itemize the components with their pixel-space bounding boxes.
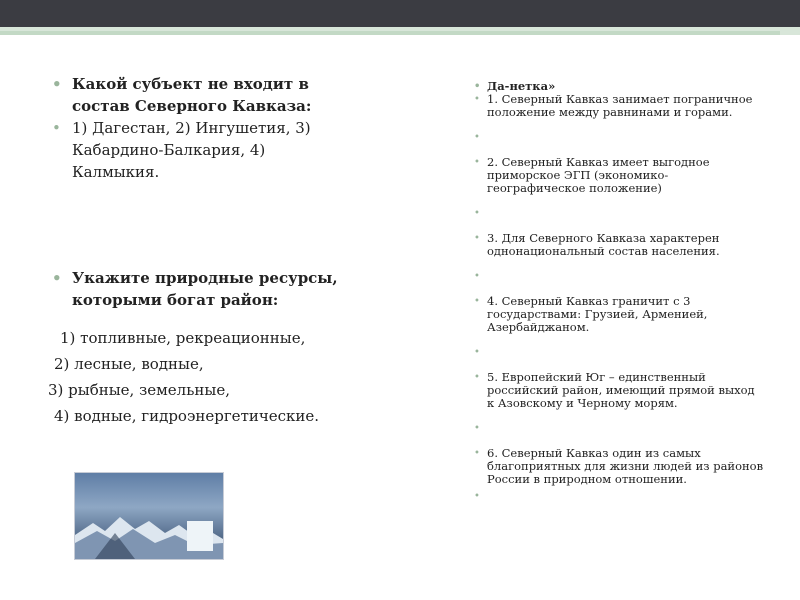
blank-bullet bbox=[474, 270, 764, 283]
bullet-icon: • bbox=[474, 491, 480, 502]
question-1 bbox=[52, 73, 352, 117]
question-1-options-text: 1) Дагестан, 2) Ингушетия, 3) Кабардино-Балкария, 4) Калмыкия. bbox=[72, 119, 311, 181]
option-3: 3) рыбные, земельные, bbox=[48, 381, 230, 399]
statement-4: • 4. Северный Кавказ граничит с 3 государствами: Грузией, Арменией, Азербайджаном. bbox=[474, 294, 708, 334]
bullet-icon: • bbox=[52, 119, 61, 137]
game-title-text: Да-нетка» bbox=[487, 79, 556, 93]
bullet-icon: • bbox=[474, 347, 480, 358]
sochi-olympics-image bbox=[74, 472, 224, 560]
bullet-icon: • bbox=[474, 448, 480, 459]
question-2-text: Укажите природные ресурсы, которыми богат район: bbox=[72, 269, 338, 309]
bullet-icon: • bbox=[474, 423, 480, 434]
option-2: 2) лесные, водные, bbox=[54, 355, 204, 373]
statement-5: • 5. Европейский Юг – единственный российский район, имеющий прямой выход к Азовскому и Черному морям. bbox=[474, 370, 755, 410]
bullet-icon: • bbox=[474, 233, 480, 244]
blank-bullet bbox=[474, 490, 764, 503]
bullet-icon: • bbox=[474, 94, 480, 105]
bullet-icon: • bbox=[474, 208, 480, 219]
bullet-icon: • bbox=[474, 296, 480, 307]
statement-6: • 6. Северный Кавказ один из самых благоприятных для жизни людей из районов России в природном отношении. bbox=[474, 446, 764, 486]
bullet-icon: • bbox=[52, 75, 62, 93]
blank-bullet bbox=[474, 207, 764, 220]
bullet-icon: • bbox=[474, 81, 481, 92]
question-1-text: Какой субъект не входит в состав Северного Кавказа: bbox=[72, 75, 312, 115]
bullet-icon: • bbox=[474, 372, 480, 383]
right-column bbox=[474, 80, 764, 503]
statement-3: • 3. Для Северного Кавказа характерен однонациональный состав населения. bbox=[474, 231, 720, 258]
blank-bullet bbox=[474, 131, 764, 144]
blank-bullet bbox=[474, 346, 764, 359]
question-2 bbox=[52, 267, 352, 311]
bullet-icon: • bbox=[474, 157, 480, 168]
accent-stripe-inner bbox=[0, 31, 780, 35]
bullet-icon: • bbox=[474, 132, 480, 143]
question-1-options bbox=[52, 117, 352, 183]
statement-1: • 1. Северный Кавказ занимает пограничное положение между равнинами и горами. bbox=[474, 92, 753, 119]
option-4: 4) водные, гидроэнергетические. bbox=[54, 407, 320, 425]
top-bar bbox=[0, 0, 800, 27]
sochi-2014-logo bbox=[187, 521, 213, 551]
blank-bullet bbox=[474, 422, 764, 435]
left-column bbox=[48, 73, 352, 429]
bullet-icon: • bbox=[52, 269, 62, 287]
option-1: 1) топливные, рекреационные, bbox=[60, 329, 306, 347]
bullet-icon: • bbox=[474, 271, 480, 282]
statement-2: • 2. Северный Кавказ имеет выгодное приморское ЭГП (экономико-географическое положение) bbox=[474, 155, 710, 195]
